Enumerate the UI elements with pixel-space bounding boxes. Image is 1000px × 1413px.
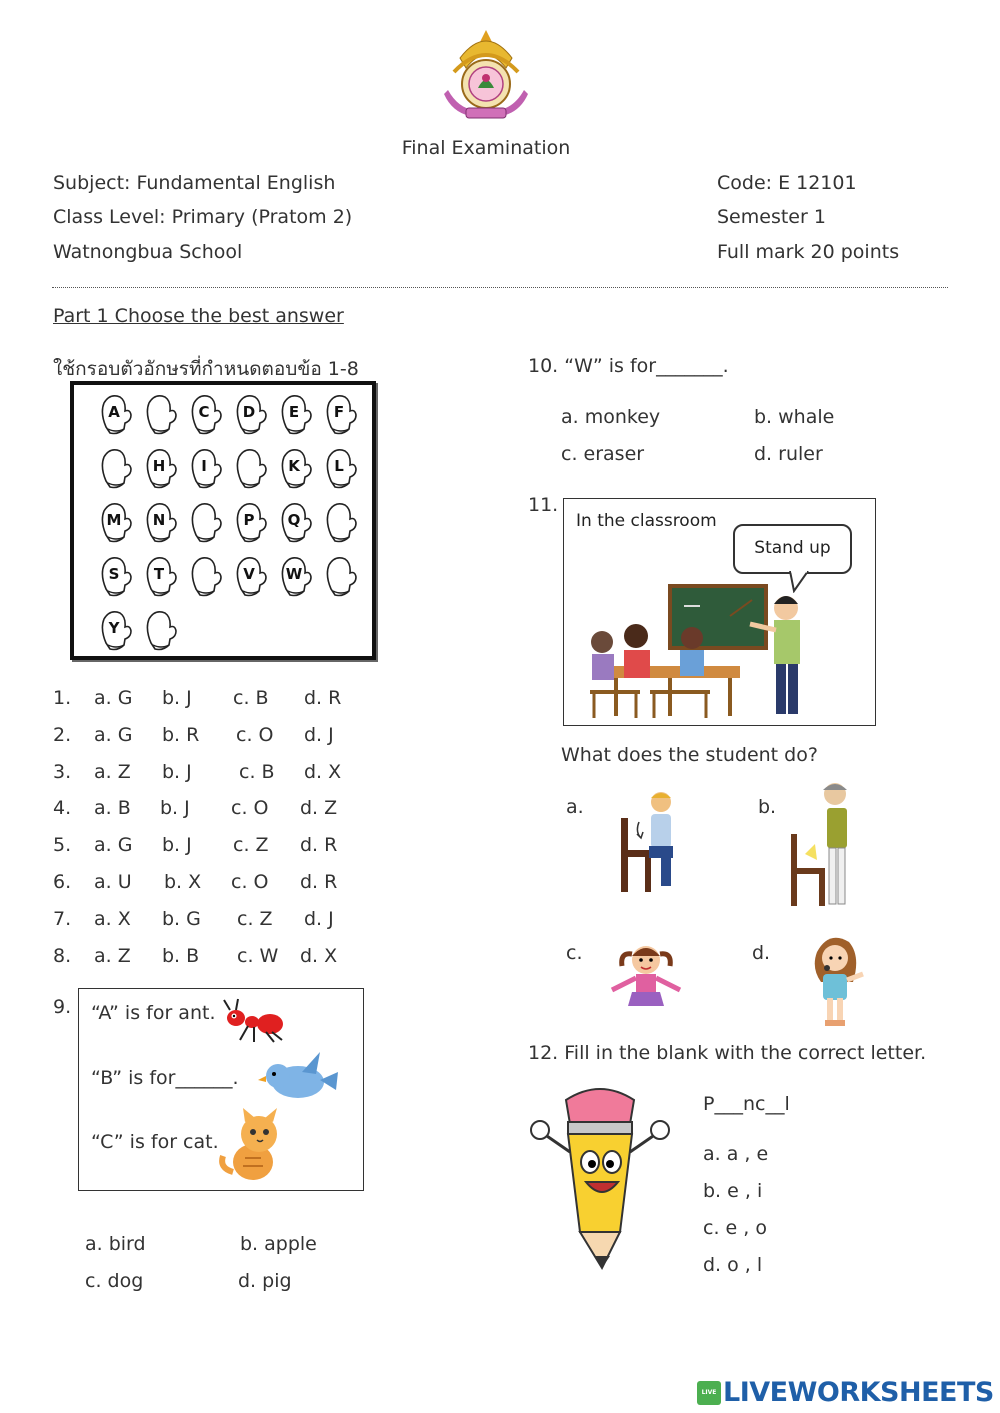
mitten-letter-F <box>323 393 357 437</box>
mitten-icon <box>188 447 222 491</box>
cat-icon <box>219 1108 285 1184</box>
mitten-icon <box>278 447 312 491</box>
q9-option-b[interactable]: b. apple <box>240 1233 317 1255</box>
question-number: 6. <box>53 871 72 893</box>
answer-option-a[interactable]: a. X <box>94 908 131 930</box>
mitten-letter-I <box>188 447 222 491</box>
mitten-letter-text: L <box>334 457 344 475</box>
mitten-letter-Y <box>98 609 132 653</box>
q12-word: P___nc__l <box>703 1093 790 1115</box>
mitten-letter-text: V <box>243 565 255 583</box>
mitten-letter-text: H <box>152 457 166 475</box>
mitten-letter-text: C <box>198 403 210 421</box>
answer-option-b[interactable]: b. B <box>162 945 200 967</box>
q9-line-c: “C” is for cat. <box>91 1131 219 1153</box>
mitten-icon <box>143 501 177 545</box>
mitten-letter-text: W <box>285 565 303 583</box>
pencil-character-icon <box>530 1082 670 1272</box>
q11-option-b[interactable]: b. <box>758 796 777 818</box>
mitten-icon <box>98 447 132 491</box>
q10-option-a[interactable]: a. monkey <box>561 406 661 428</box>
mitten-letter-text: F <box>333 403 345 421</box>
mitten-icon <box>98 501 132 545</box>
q9-option-c[interactable]: c. dog <box>85 1270 144 1292</box>
subject-label: Subject: Fundamental English <box>53 172 336 194</box>
speech-bubble-text: Stand up <box>754 538 831 558</box>
mitten-letter-blank <box>323 501 357 545</box>
mitten-letter-text: T <box>153 565 165 583</box>
answer-option-a[interactable]: a. Z <box>94 945 131 967</box>
mitten-icon <box>143 447 177 491</box>
q11-option-a[interactable]: a. <box>566 796 584 818</box>
mitten-letter-A <box>98 393 132 437</box>
q12-prompt: 12. Fill in the blank with the correct letter. <box>528 1042 927 1064</box>
mitten-letter-N <box>143 501 177 545</box>
mitten-letter-text: M <box>106 511 122 529</box>
mitten-icon <box>188 555 222 599</box>
mitten-icon <box>323 501 357 545</box>
answer-option-b[interactable]: b. J <box>160 797 190 819</box>
mitten-letter-P <box>233 501 267 545</box>
question-number: 5. <box>53 834 72 856</box>
q11-number: 11. <box>528 494 559 516</box>
mitten-icon <box>233 393 267 437</box>
answer-option-c[interactable]: c. B <box>239 761 275 783</box>
q12-option-a[interactable]: a. a , e <box>703 1143 769 1165</box>
mitten-icon <box>233 555 267 599</box>
girl-singing-icon <box>803 932 873 1032</box>
q9-line-a: “A” is for ant. <box>91 1002 216 1024</box>
q11-option-d[interactable]: d. <box>752 942 771 964</box>
mitten-letter-text: Y <box>108 619 120 637</box>
answer-option-d[interactable]: d. J <box>304 724 334 746</box>
q10-option-b[interactable]: b. whale <box>754 406 835 428</box>
part1-instruction: ใช้กรอบตัวอักษรที่กำหนดตอบข้อ 1-8 <box>53 358 359 380</box>
liveworksheets-brand-text: LIVEWORKSHEETS <box>723 1377 994 1408</box>
mitten-letter-L <box>323 447 357 491</box>
mitten-icon <box>233 447 267 491</box>
answer-option-b[interactable]: b. J <box>162 761 192 783</box>
answer-option-d[interactable]: d. R <box>304 687 342 709</box>
mitten-icon <box>233 501 267 545</box>
mitten-letter-text: A <box>108 403 120 421</box>
mitten-letter-H <box>143 447 177 491</box>
q10-prompt: 10. “W” is for_______. <box>528 355 729 377</box>
classroom-illustration <box>580 580 870 722</box>
answer-option-a[interactable]: a. Z <box>94 761 131 783</box>
answer-option-c[interactable]: c. O <box>236 724 274 746</box>
mitten-letter-text: N <box>152 511 166 529</box>
mitten-letter-E <box>278 393 312 437</box>
answer-option-a[interactable]: a. G <box>94 834 133 856</box>
mitten-letter-text: I <box>201 457 207 475</box>
q10-option-c[interactable]: c. eraser <box>561 443 645 465</box>
sitting-down-student-icon <box>617 788 681 894</box>
mitten-icon <box>323 393 357 437</box>
answer-option-c[interactable]: c. W <box>237 945 279 967</box>
mitten-letter-W <box>278 555 312 599</box>
mitten-icon <box>188 501 222 545</box>
answer-option-d[interactable]: d. X <box>304 761 342 783</box>
answer-option-c[interactable]: c. Z <box>237 908 273 930</box>
question-number: 7. <box>53 908 72 930</box>
mitten-icon <box>98 393 132 437</box>
mitten-icon <box>278 501 312 545</box>
mitten-letter-blank <box>188 555 222 599</box>
question-number: 8. <box>53 945 72 967</box>
mitten-icon <box>143 609 177 653</box>
q9-line-b: “B” is for______. <box>91 1067 239 1089</box>
q12-option-d[interactable]: d. o , l <box>703 1254 763 1276</box>
mitten-icon <box>323 555 357 599</box>
mitten-letter-text: E <box>288 403 300 421</box>
mitten-icon <box>98 609 132 653</box>
answer-option-c[interactable]: c. O <box>231 797 269 819</box>
mitten-letter-Q <box>278 501 312 545</box>
mitten-icon <box>323 447 357 491</box>
course-code: Code: E 12101 <box>717 172 857 194</box>
school-name: Watnongbua School <box>53 241 243 263</box>
mitten-letter-K <box>278 447 312 491</box>
bird-icon <box>258 1050 340 1104</box>
mitten-letter-text: S <box>108 565 120 583</box>
q11-option-c[interactable]: c. <box>566 942 583 964</box>
mitten-letter-text: Q <box>287 511 301 529</box>
mitten-icon <box>188 393 222 437</box>
answer-option-a[interactable]: a. B <box>94 797 131 819</box>
question-number: 1. <box>53 687 72 709</box>
girl-playing-icon <box>604 942 688 1010</box>
mitten-letter-S <box>98 555 132 599</box>
mitten-letter-blank <box>143 609 177 653</box>
answer-option-d[interactable]: d. R <box>300 834 338 856</box>
liveworksheets-logo <box>697 1377 994 1408</box>
answer-option-b[interactable]: b. J <box>162 687 192 709</box>
ant-icon <box>222 996 286 1044</box>
q11-question: What does the student do? <box>561 744 818 766</box>
answer-option-d[interactable]: d. R <box>300 871 338 893</box>
q9-number: 9. <box>53 996 72 1018</box>
mitten-letter-T <box>143 555 177 599</box>
mitten-letter-text: K <box>288 457 300 475</box>
answer-option-d[interactable]: d. Z <box>300 797 338 819</box>
answer-option-c[interactable]: c. O <box>231 871 269 893</box>
mitten-letter-blank <box>143 393 177 437</box>
answer-option-d[interactable]: d. J <box>304 908 334 930</box>
mitten-letter-blank <box>323 555 357 599</box>
standing-up-student-icon <box>787 780 865 910</box>
q12-option-c[interactable]: c. e , o <box>703 1217 767 1239</box>
mitten-letter-text: P <box>243 511 255 529</box>
classroom-scene-title: In the classroom <box>576 511 717 531</box>
mitten-icon <box>278 555 312 599</box>
mitten-icon <box>143 393 177 437</box>
semester-label: Semester 1 <box>717 206 826 228</box>
answer-option-b[interactable]: b. J <box>162 834 192 856</box>
exam-title: Final Examination <box>401 137 571 159</box>
q9-option-d[interactable]: d. pig <box>238 1270 292 1292</box>
mitten-letter-C <box>188 393 222 437</box>
letter-grid-box <box>70 381 376 660</box>
answer-option-c[interactable]: c. B <box>233 687 269 709</box>
mitten-letter-M <box>98 501 132 545</box>
answer-option-a[interactable]: a. G <box>94 687 133 709</box>
q9-option-a[interactable]: a. bird <box>85 1233 146 1255</box>
mitten-letter-text: D <box>242 403 256 421</box>
answer-option-a[interactable]: a. G <box>94 724 133 746</box>
answer-option-b[interactable]: b. G <box>162 908 201 930</box>
mitten-icon <box>98 555 132 599</box>
dotted-divider <box>52 287 948 288</box>
mitten-letter-blank <box>98 447 132 491</box>
question-number: 2. <box>53 724 72 746</box>
part1-heading: Part 1 Choose the best answer <box>53 305 344 327</box>
mitten-icon <box>278 393 312 437</box>
answer-option-a[interactable]: a. U <box>94 871 132 893</box>
answer-option-b[interactable]: b. R <box>162 724 200 746</box>
mitten-letter-V <box>233 555 267 599</box>
class-level-label: Class Level: Primary (Pratom 2) <box>53 206 353 228</box>
answer-option-c[interactable]: c. Z <box>233 834 269 856</box>
answer-option-d[interactable]: d. X <box>300 945 338 967</box>
answer-option-b[interactable]: b. X <box>164 871 202 893</box>
mitten-letter-blank <box>188 501 222 545</box>
live-badge <box>697 1381 721 1405</box>
school-emblem-logo <box>440 28 532 123</box>
mitten-icon <box>143 555 177 599</box>
question-number: 3. <box>53 761 72 783</box>
question-number: 4. <box>53 797 72 819</box>
q12-option-b[interactable]: b. e , i <box>703 1180 763 1202</box>
live-badge-text: LIVE <box>701 1389 717 1396</box>
mitten-letter-blank <box>233 447 267 491</box>
q10-option-d[interactable]: d. ruler <box>754 443 823 465</box>
mitten-letter-D <box>233 393 267 437</box>
full-mark-label: Full mark 20 points <box>717 241 900 263</box>
